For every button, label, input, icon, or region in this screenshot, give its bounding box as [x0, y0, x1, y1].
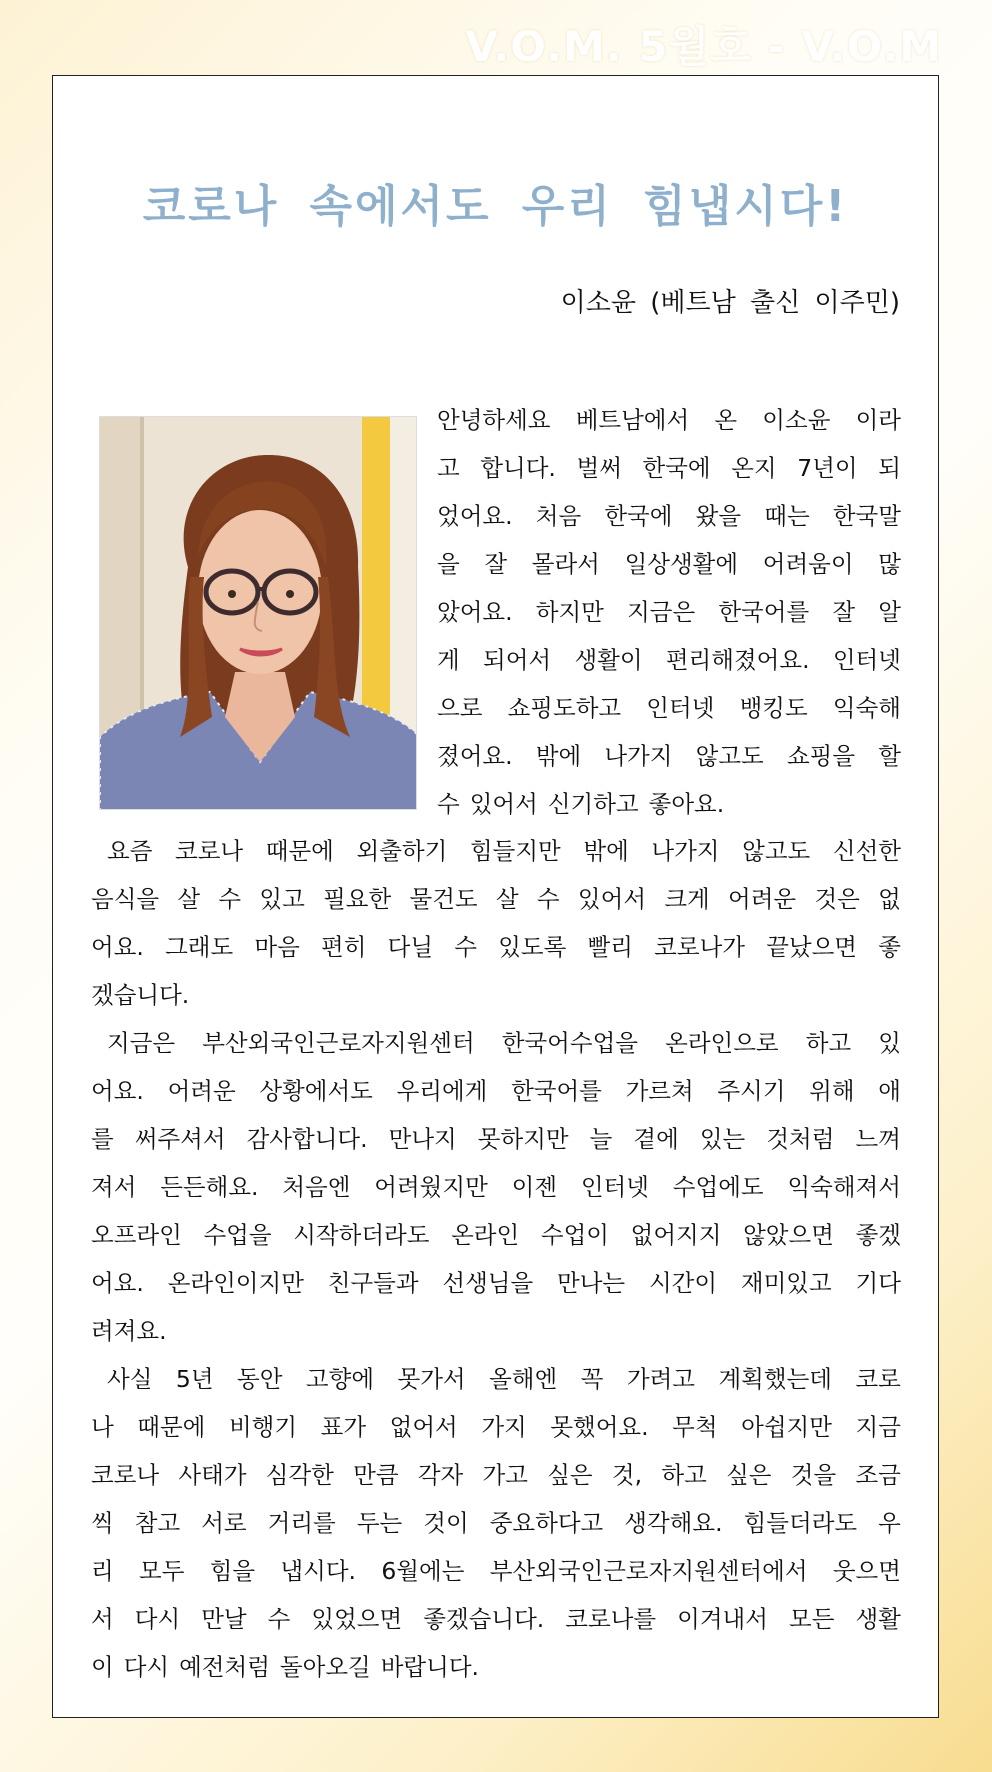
word: 좋: [878, 933, 901, 961]
body-line: [437, 692, 901, 724]
body-line: [91, 1411, 901, 1443]
word: 않고도: [695, 742, 764, 770]
word: 다시: [134, 1605, 181, 1633]
body-line: [91, 979, 901, 1011]
word: 시작하더라도: [293, 1221, 430, 1249]
word: 신기하고: [547, 790, 639, 818]
word: 을: [437, 550, 460, 578]
word: 하고: [805, 1029, 852, 1057]
word: 부산외국인근로자지원센터에서: [489, 1557, 808, 1585]
word: 재미있고: [740, 1269, 832, 1297]
word: 코로나가: [654, 933, 745, 961]
word: 한국말: [832, 502, 901, 530]
body-line: [437, 788, 901, 820]
word: 려져요.: [91, 1317, 167, 1345]
word: 밖에: [583, 837, 629, 865]
author-photo: [99, 416, 417, 810]
word: 상황에서도: [259, 1077, 373, 1105]
word: 올해엔: [489, 1365, 558, 1393]
word: 살: [495, 885, 519, 913]
word: 져서: [91, 1173, 137, 1201]
author-byline: 이소윤 (베트남 출신 이주민): [560, 288, 900, 318]
word: 7년이: [797, 454, 858, 482]
word: 힘들더라도: [743, 1509, 858, 1537]
word: 외출하기: [356, 837, 448, 865]
word: 좋아요.: [648, 790, 725, 818]
word: 계획했는데: [718, 1365, 832, 1393]
word: 온라인이지만: [167, 1269, 304, 1297]
word: 코로나: [91, 1461, 160, 1489]
word: 온지: [731, 454, 777, 482]
body-line: [437, 404, 901, 436]
body-line: [91, 1267, 901, 1299]
word: 있었으면: [311, 1605, 403, 1633]
body-line: [437, 644, 901, 676]
word: 5년: [175, 1365, 214, 1393]
word: 코로: [855, 1365, 901, 1393]
body-line: [107, 1363, 901, 1395]
word: 없어서: [389, 1413, 458, 1441]
word: 되: [878, 454, 901, 482]
word: 가고: [482, 1461, 528, 1489]
word: 것을: [790, 1461, 837, 1489]
word: 한국어를: [511, 1077, 602, 1105]
word: 알: [878, 598, 901, 626]
body-line: [91, 1507, 901, 1539]
word: 밖에: [535, 742, 582, 770]
word: 생각해요.: [624, 1509, 723, 1537]
word: 오프라인: [91, 1221, 182, 1249]
body-line: [91, 1123, 901, 1155]
word: 가지: [481, 1413, 527, 1441]
word: 않고도: [742, 837, 811, 865]
word: 할: [878, 742, 901, 770]
word: 수: [536, 885, 560, 913]
word: 하지만: [535, 598, 604, 626]
word: 있어서: [469, 790, 538, 818]
word: 싶은: [726, 1461, 772, 1489]
body-line: [91, 1315, 901, 1347]
word: 코로나: [175, 837, 244, 865]
word: 기다: [855, 1269, 901, 1297]
body-line: [91, 1459, 901, 1491]
body-line: [91, 931, 901, 963]
word: 그래도: [165, 933, 234, 961]
word: 처음엔: [282, 1173, 351, 1201]
word: 6월에는: [381, 1557, 465, 1585]
word: 만나는: [557, 1269, 626, 1297]
word: 다닐: [387, 933, 434, 961]
word: 시간이: [648, 1269, 718, 1297]
word: 사태가: [178, 1461, 247, 1489]
word: 것이: [423, 1509, 469, 1537]
word: 없: [878, 885, 901, 913]
word: 살: [177, 885, 201, 913]
body-line: [91, 883, 901, 915]
word: 고향에: [305, 1365, 375, 1393]
word: 두는: [356, 1509, 403, 1537]
word: 늘: [589, 1125, 613, 1153]
word: 온라인으로: [665, 1029, 779, 1057]
word: 어려웠지만: [374, 1173, 488, 1201]
word: 졌어요.: [437, 742, 513, 770]
word: 친구들과: [327, 1269, 419, 1297]
body-line: [437, 500, 901, 532]
word: 있어서: [577, 885, 647, 913]
portrait-illustration: [100, 417, 417, 810]
word: 수: [218, 885, 242, 913]
word: 쇼핑을: [786, 742, 856, 770]
word: 한국에: [642, 454, 711, 482]
word: 참고: [134, 1509, 181, 1537]
word: 어요.: [91, 1269, 144, 1297]
word: 를: [91, 1125, 114, 1153]
word: 인터넷: [646, 694, 715, 722]
word: 편히: [321, 933, 367, 961]
body-line: [437, 452, 901, 484]
word: 나가지: [604, 742, 673, 770]
word: 않았으면: [743, 1221, 834, 1249]
word: 있도록: [498, 933, 567, 961]
word: 서: [91, 1605, 114, 1633]
word: 우: [878, 1509, 901, 1537]
word: 돌아오길: [279, 1653, 371, 1681]
word: 만날: [201, 1605, 247, 1633]
body-line: [437, 596, 901, 628]
word: 았어요.: [437, 598, 513, 626]
word: 어려운: [728, 885, 797, 913]
word: 못하지만: [477, 1125, 569, 1153]
word: 좋겠습니다.: [423, 1605, 545, 1633]
word: 어요.: [91, 933, 144, 961]
word: 끝났으면: [766, 933, 858, 961]
word: 느껴: [855, 1125, 901, 1153]
word: 이젠: [511, 1173, 558, 1201]
word: 한국어를: [718, 598, 810, 626]
word: 만큼: [353, 1461, 399, 1489]
word: 지금은: [627, 598, 696, 626]
word: 게: [437, 646, 460, 674]
word: 것,: [611, 1461, 643, 1489]
word: 인터넷: [580, 1173, 649, 1201]
word: 익숙해져서: [787, 1173, 901, 1201]
body-line: [91, 1651, 901, 1683]
word: 힘들지만: [469, 837, 561, 865]
word: 수업을: [203, 1221, 272, 1249]
word: 것처럼: [766, 1125, 835, 1153]
word: 몰라서: [531, 550, 600, 578]
word: 생활: [855, 1605, 901, 1633]
word: 한국에: [604, 502, 673, 530]
word: 되어서: [483, 646, 552, 674]
word: 부산외국인근로자지원센터: [202, 1029, 475, 1057]
word: 때문에: [265, 837, 334, 865]
word: 겠습니다.: [91, 981, 190, 1009]
word: 일상생활에: [624, 550, 739, 578]
body-line: [437, 740, 901, 772]
word: 합니다.: [480, 454, 556, 482]
body-line: [437, 548, 901, 580]
word: 어요.: [91, 1077, 144, 1105]
word: 냅시다.: [280, 1557, 357, 1585]
word: 있는: [699, 1125, 746, 1153]
word: 애: [878, 1077, 901, 1105]
word: 거리를: [267, 1509, 336, 1537]
word: 수: [267, 1605, 291, 1633]
word: 못했어요.: [550, 1413, 649, 1441]
word: 힘을: [209, 1557, 256, 1585]
body-line: [91, 1555, 901, 1587]
word: 나: [91, 1413, 114, 1441]
word: 동안: [237, 1365, 283, 1393]
word: 고: [437, 454, 460, 482]
word: 때는: [764, 502, 810, 530]
word: 지금은: [107, 1029, 176, 1057]
word: 조금: [855, 1461, 901, 1489]
body-line: [91, 1075, 901, 1107]
word: 씩: [91, 1509, 114, 1537]
word: 웃으면: [832, 1557, 901, 1585]
word: 있: [878, 1029, 901, 1057]
word: 곁에: [633, 1125, 679, 1153]
word: 수업에도: [672, 1173, 764, 1201]
word: 안녕하세요: [437, 406, 551, 434]
word: 모든: [789, 1605, 835, 1633]
word: 가르쳐: [625, 1077, 694, 1105]
word: 빨리: [587, 933, 633, 961]
word: 잘: [484, 550, 508, 578]
word: 어려운: [167, 1077, 236, 1105]
word: 필요한: [323, 885, 392, 913]
word: 이겨내서: [677, 1605, 768, 1633]
body-line: [107, 1027, 901, 1059]
body-line: [91, 1603, 901, 1635]
word: 때문에: [137, 1413, 206, 1441]
word: 으로: [437, 694, 483, 722]
word: 써주셔서: [134, 1125, 226, 1153]
word: 꼭: [580, 1365, 604, 1393]
word: 뱅킹도: [739, 694, 808, 722]
word: 지금: [855, 1413, 901, 1441]
word: 수업이: [540, 1221, 609, 1249]
word: 베트남에서: [575, 406, 690, 434]
word: 아쉽지만: [741, 1413, 832, 1441]
word: 비행기: [228, 1413, 298, 1441]
word: 우리에게: [396, 1077, 488, 1105]
word: 었어요.: [437, 502, 513, 530]
word: 마음: [254, 933, 300, 961]
word: 표가: [320, 1413, 367, 1441]
word: 좋겠: [855, 1221, 901, 1249]
word: 사실: [107, 1365, 153, 1393]
word: 나가지: [651, 837, 720, 865]
word: 든든해요.: [160, 1173, 259, 1201]
word: 물건도: [409, 885, 478, 913]
word: 익숙해: [832, 694, 901, 722]
word: 각자: [417, 1461, 464, 1489]
article-title: 코로나 속에서도 우리 힘냅시다!: [142, 181, 849, 232]
word: 못가서: [397, 1365, 466, 1393]
word: 이: [91, 1653, 114, 1681]
word: 생활이: [574, 646, 643, 674]
word: 처음: [535, 502, 582, 530]
word: 있고: [259, 885, 305, 913]
word: 온: [714, 406, 738, 434]
word: 무척: [672, 1413, 718, 1441]
word: 만나지: [388, 1125, 457, 1153]
word: 가려고: [626, 1365, 695, 1393]
word: 어려움이: [762, 550, 854, 578]
body-line: [107, 835, 901, 867]
word: 주시기: [717, 1077, 786, 1105]
word: 것은: [814, 885, 860, 913]
word: 싶은: [547, 1461, 593, 1489]
word: 리: [91, 1557, 114, 1585]
word: 예전처럼: [179, 1653, 270, 1681]
issue-title: V.O.M. 5월호 - V.O.M: [465, 22, 942, 71]
word: 이소윤: [762, 406, 831, 434]
body-line: [91, 1171, 901, 1203]
word: 코로나를: [565, 1605, 657, 1633]
word: 온라인: [451, 1221, 520, 1249]
word: 편리해졌어요.: [665, 646, 810, 674]
word: 수: [437, 790, 460, 818]
word: 선생님을: [442, 1269, 534, 1297]
word: 심각한: [265, 1461, 334, 1489]
word: 감사합니다.: [246, 1125, 368, 1153]
word: 크게: [664, 885, 710, 913]
word: 인터넷: [832, 646, 901, 674]
word: 하고: [661, 1461, 707, 1489]
word: 신선한: [832, 837, 901, 865]
word: 한국어수업을: [501, 1029, 638, 1057]
word: 바랍니다.: [380, 1653, 480, 1681]
word: 이라: [855, 406, 901, 434]
word: 수: [454, 933, 477, 961]
word: 쇼핑도하고: [507, 694, 622, 722]
word: 다시: [123, 1653, 170, 1681]
word: 잘: [832, 598, 856, 626]
word: 많: [878, 550, 901, 578]
word: 음식을: [91, 885, 160, 913]
word: 요즘: [107, 837, 153, 865]
word: 위해: [809, 1077, 855, 1105]
word: 서로: [201, 1509, 247, 1537]
word: 중요하다고: [489, 1509, 604, 1537]
word: 벌써: [576, 454, 622, 482]
word: 없어지지: [630, 1221, 722, 1249]
word: 왔을: [695, 502, 742, 530]
word: 모두: [139, 1557, 185, 1585]
body-line: [91, 1219, 901, 1251]
